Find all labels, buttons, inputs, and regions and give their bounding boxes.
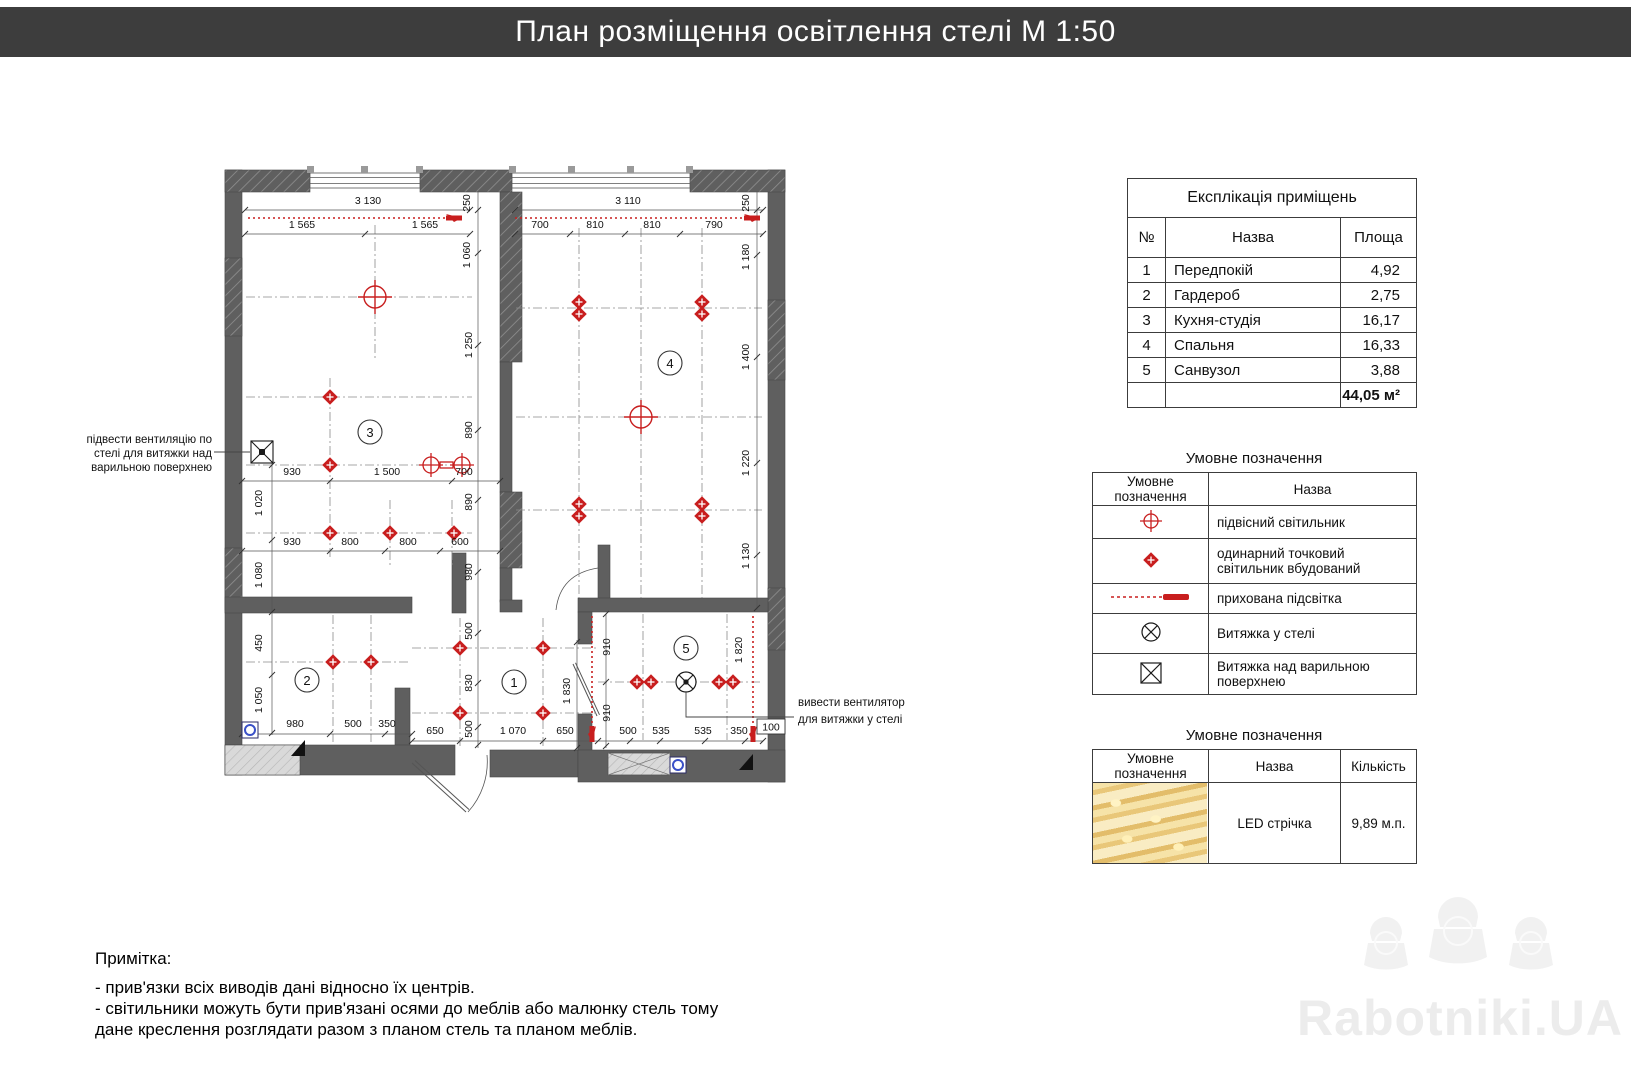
legend-row [1093,654,1417,695]
dimension-label: 250 [740,194,752,212]
dimension-label: 790 [705,219,723,231]
table-row [1128,358,1417,383]
room-num: 4 [1128,333,1166,358]
watermark-text: Rabotniki.UA [1297,990,1623,1046]
vent-annotation-right: вивести вентилятор [798,697,905,709]
room-name: Передпокій [1166,258,1341,283]
dimension-label: 1 050 [253,686,265,714]
dimension-label: 350 [378,718,396,730]
dimension-label: 1 830 [561,677,573,705]
room-number-bubble [295,668,319,692]
vent-annotation-left: стелі для витяжки над [93,448,212,460]
note-line: - світильники можуть бути прив'язані осями до меблів або малюнку стель тому [95,999,719,1018]
note-line: - прив'язки всіх виводів дані відносно їх центрів. [95,978,475,997]
point-light-icon [363,654,379,670]
dimension-label: 1 070 [499,725,527,737]
dimension-label: 650 [426,725,444,737]
legend-row [1093,506,1417,539]
col-header-name: Назва [1166,218,1341,258]
legend-item-name: Витяжка у стелі [1209,614,1417,654]
socket-marker-icon [670,757,686,773]
dimension-label: 500 [463,622,475,640]
dimension-label: 830 [463,674,475,692]
dimension-label: 1 250 [463,331,475,359]
room-name: Санвузол [1166,358,1341,383]
hood-vent-icon [1093,654,1209,695]
room-name: Кухня-студія [1166,308,1341,333]
led-strip-name: LED стрічка [1209,783,1341,864]
led-legend-table [1092,749,1417,864]
dimension-label: 1 060 [461,241,473,269]
pendant-light-icon [358,280,392,314]
dimension-label: 650 [556,725,574,737]
pendant-light-icon [624,400,658,434]
table-row [1128,258,1417,283]
dimension-label: 500 [344,718,362,730]
point-light-icon [325,654,341,670]
room-num: 1 [1128,258,1166,283]
dimension-label: 535 [694,725,712,737]
point-light-icon [382,525,398,541]
dimension-label: 1 500 [373,466,401,478]
dimension-label: 1 220 [740,449,752,477]
vent-shaft [608,753,670,775]
dimension-label: 1 020 [253,489,265,517]
legend-row [1093,614,1417,654]
point-light-icon [322,525,338,541]
svg-text:100: 100 [762,721,780,734]
point-light-icon [322,457,338,473]
point-light-icon [571,508,587,524]
dimension-label: 1 130 [740,542,752,570]
dimension-label: 980 [286,718,304,730]
svg-text:2: 2 [303,673,311,688]
room-area: 16,17 [1341,308,1417,333]
svg-text:4: 4 [666,356,674,371]
point-light-icon [535,640,551,656]
point-light-icon [452,640,468,656]
room-area: 4,92 [1341,258,1417,283]
dimension-label: 890 [463,493,475,511]
room-area: 2,75 [1341,283,1417,308]
svg-text:5: 5 [682,641,690,656]
legend2-col-name: Назва [1209,750,1341,783]
legend-row [1093,539,1417,584]
dimension-label: 500 [463,720,475,738]
point-light-icon [571,306,587,322]
boxed-dimension-label [757,719,785,734]
room-name: Гардероб [1166,283,1341,308]
legend2-col-qty: Кількість [1341,750,1417,783]
dimension-label: 700 [455,466,473,478]
legend-item-name: Витяжка над варильною поверхнею [1209,654,1417,695]
legend-item-name: підвісний світильник [1209,506,1417,539]
ceiling-fan-icon [676,672,696,692]
legend1-col-symbol: Умовне позначення [1093,473,1209,506]
total-area: 44,05 м² [1341,383,1417,408]
notes [95,948,718,1040]
socket-marker-icon [242,722,258,738]
room-num: 5 [1128,358,1166,383]
title-bar [0,7,1631,57]
dimension-label: 350 [730,725,748,737]
hidden-light-icon [1093,584,1209,614]
room-number-bubble [358,420,382,444]
dimension-label: 1 400 [740,343,752,371]
led-strip-photo [1093,783,1207,863]
room-area: 16,33 [1341,333,1417,358]
dimension-label: 930 [283,466,301,478]
point-light-icon [711,674,727,690]
legend-table [1092,472,1417,695]
point-light-icon [452,705,468,721]
watermark [1290,895,1630,1047]
col-header-num: № [1128,218,1166,258]
legend-item-name: прихована підсвітка [1209,584,1417,614]
dimension-label: 910 [601,704,613,722]
dimension-label: 800 [341,536,359,548]
room-name: Спальня [1166,333,1341,358]
point-light-icon [694,306,710,322]
room-num: 3 [1128,308,1166,333]
dimension-label: 250 [461,194,473,212]
dimension-label: 810 [643,219,661,231]
point-light-icon [725,674,741,690]
explication-title: Експлікація приміщень [1128,179,1417,218]
workers-icon [1310,895,1610,990]
room-number-bubble [658,351,682,375]
hidden-light-line [749,616,757,742]
dimension-label: 810 [586,219,604,231]
dimension-label: 500 [619,725,637,737]
legend2-title: Умовне позначення [1185,727,1323,744]
legend1-col-name: Назва [1209,473,1417,506]
room-area: 3,88 [1341,358,1417,383]
legend1-title: Умовне позначення [1185,450,1323,467]
point-light-icon [694,508,710,524]
room-number-bubble [674,636,698,660]
vent-annotation-right: для витяжки у стелі [798,714,903,726]
point-light-icon [322,389,338,405]
dimension-label: 450 [253,634,265,652]
dimension-label: 930 [283,536,301,548]
led-strip-qty: 9,89 м.п. [1341,783,1417,864]
dimension-label: 1 820 [733,636,745,664]
dimension-label: 1 180 [740,243,752,271]
dimension-label: 535 [652,725,670,737]
vent-annotation-left: підвести вентиляцію по [86,434,212,446]
pendant-light-icon [1093,506,1209,539]
dimension-label: 1 565 [288,219,316,231]
table-row [1128,308,1417,333]
room-num: 2 [1128,283,1166,308]
svg-text:3: 3 [366,425,374,440]
vent-annotation-left: варильною поверхнею [91,462,212,474]
dimension-label: 600 [451,536,469,548]
dimension-label: 910 [601,638,613,656]
explication-table [1127,178,1417,408]
hood-vent-icon [251,441,273,463]
notes-heading: Примітка: [95,949,172,968]
dimension-label: 980 [463,563,475,581]
table-row [1128,333,1417,358]
hidden-light-line [515,214,760,222]
room-number-bubble [502,670,526,694]
point-light-icon [535,705,551,721]
col-header-area: Площа [1341,218,1417,258]
dimension-label: 800 [399,536,417,548]
table-row [1128,283,1417,308]
dimension-label: 3 130 [354,195,382,207]
point-light-icon [643,674,659,690]
point-light-icon [1093,539,1209,584]
legend-row [1093,584,1417,614]
dimension-label: 890 [463,421,475,439]
legend2-col-symbol: Умовне позначення [1093,750,1209,783]
ceiling-fan-icon [1093,614,1209,654]
note-line: дане креслення розглядати разом з планом стель та планом меблів. [95,1020,638,1039]
dimension-label: 3 110 [615,195,641,207]
page-title: План розміщення освітлення стелі М 1:50 [515,15,1116,48]
point-light-icon [629,674,645,690]
dimension-label: 1 565 [411,219,439,231]
dimension-label: 1 080 [253,561,265,589]
svg-text:1: 1 [510,675,518,690]
dimension-label: 700 [531,219,549,231]
legend-item-name: одинарний точковий світильник вбудований [1209,539,1417,584]
